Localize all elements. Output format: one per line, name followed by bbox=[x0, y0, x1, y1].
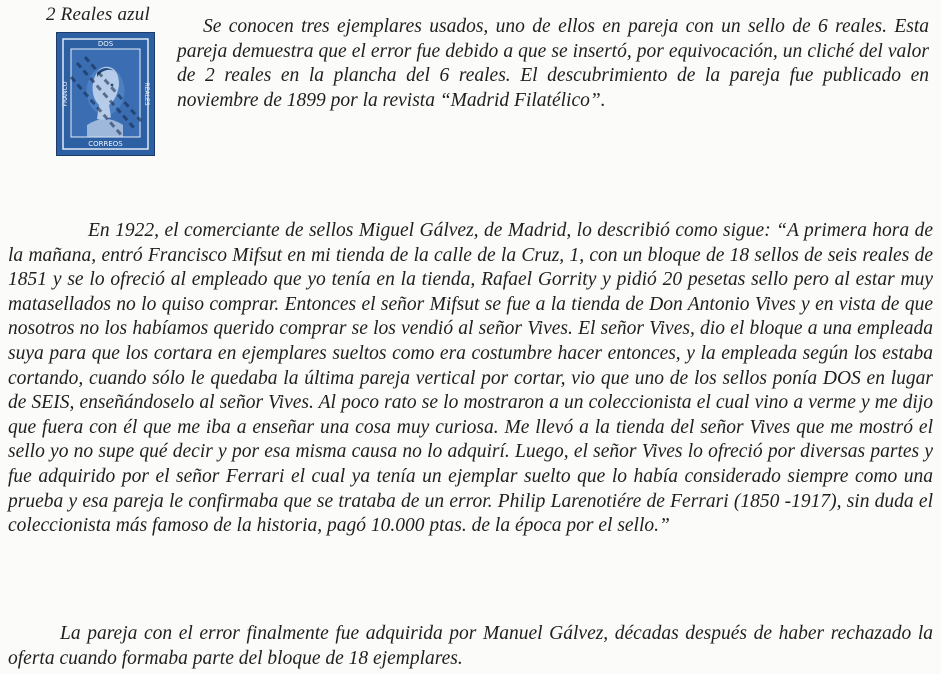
stamp-left-text: FRANCO bbox=[62, 81, 69, 107]
stamp-bottom-text: CORREOS bbox=[88, 140, 123, 148]
stamp-caption: 2 Reales azul bbox=[46, 4, 150, 25]
closing-paragraph: La pareja con el error finalmente fue adquirida por Manuel Gálvez, décadas después de haber rechazado la oferta cuando formaba parte del bloque de 18 ejemplares. bbox=[8, 623, 933, 669]
stamp-image bbox=[56, 32, 155, 156]
body-paragraph: En 1922, el comerciante de sellos Miguel Gálvez, de Madrid, lo describió como sigue: “A primera hora de la mañana, entró Francisco Mifsut en mi tienda de la calle de la Cruz, 1, con un bloque de 18 sellos de seis reales de 1851 y se lo ofreció al empleado que yo tenía en la tienda, Rafael Gorrity y pidió 20 pesetas sello pero al estar muy matasellados no lo quiso comprar. Entonces el señor Mifsut se fue a la tienda de Don Antonio Vives y en vista de que nosotros no los habíamos querido comprar se los vendió al señor Vives. El señor Vives, dio el bloque a una empleada suya para que los cortara en ejemplares sueltos como era costumbre hacer entonces, y la empleada según los estaba cortando, cuando sólo le quedaba la última pareja vertical por cortar, vio que uno de los sellos ponía DOS en lugar de SEIS, enseñándoselo al señor Vives. Al poco rato se lo mostraron a un coleccionista el cual vino a verme y me dijo que fuera con él que me iba a enseñar una cosa muy curiosa. Me llevó a la tienda del señor Vives que me mostró el sello yo no supe qué decir y por esa misma causa no lo adquirí. Luego, el señor Vives lo ofreció por diversas partes y fue adquirido por el señor Ferrari el cual ya tenía un ejemplar suelto que lo había considerado siempre como una prueba y esa pareja le confirmaba que se trataba de un error. Philip Larenotiére de Ferrari (1850 -1917), sin duda el coleccionista más famoso de la historia, pagó 10.000 ptas. de la época por el sello.” bbox=[8, 220, 933, 537]
stamp-right-text: REALES bbox=[143, 82, 150, 106]
intro-paragraph: Se conocen tres ejemplares usados, uno de ellos en pareja con un sello de 6 reales. Esta pareja demuestra que el error fue debido a que se insertó, por equivocación, un cliché del valor de 2 reales en la plancha del 6 reales. El descubrimiento de la pareja fue publicado en noviembre de 1899 por la revista “Madrid Filatélico”. bbox=[177, 16, 929, 111]
stamp-illustration bbox=[57, 33, 154, 155]
stamp-top-text: DOS bbox=[97, 40, 114, 48]
